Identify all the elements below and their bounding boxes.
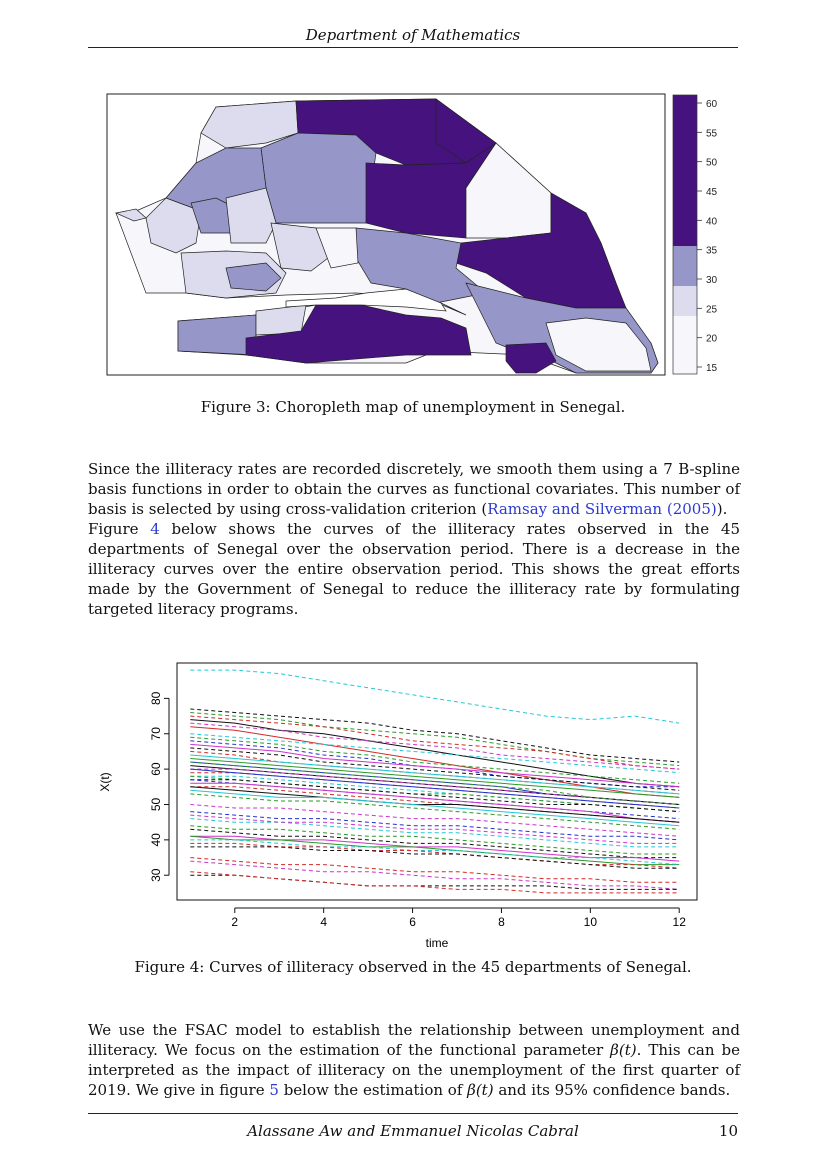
- legend-tick-label: 35: [706, 245, 718, 257]
- figure-5-ref-link[interactable]: 5: [269, 1081, 279, 1099]
- legend-tick-label: 50: [706, 157, 718, 169]
- x-tick-label: 12: [672, 915, 686, 929]
- paragraph-2-text-a: We use the FSAC model to establish the relationship between unemployment and illiteracy. We focus on the estimation of the functional parameter: [88, 1021, 740, 1059]
- y-tick-label: 30: [149, 868, 163, 882]
- legend-tick-label: 30: [706, 275, 718, 286]
- legend-band-mid: [673, 246, 697, 286]
- map-region-west-light2: [226, 188, 276, 243]
- x-tick-label: 2: [231, 915, 239, 929]
- paragraph-1-text-c: below shows the curves of the illiteracy rates observed in the 45 departments of Senegal over the observation period. There is a decrease in the illiteracy curves over the entire observation period. This shows the great efforts made by the Government of Senegal to reduce the illiteracy rate by formulating targeted literacy programs.: [88, 520, 740, 618]
- map-legend: [673, 95, 718, 374]
- page-number: 10: [718, 1122, 738, 1140]
- map-region-casamance-mid: [178, 315, 256, 355]
- x-tick-label: 8: [498, 915, 505, 929]
- beta-symbol-2: β(t): [467, 1081, 494, 1099]
- paragraph-1: [88, 459, 740, 619]
- x-axis-label: time: [425, 936, 449, 950]
- legend-tick-label: 40: [706, 216, 718, 228]
- citation-link[interactable]: Ramsay and Silverman (2005): [487, 500, 717, 518]
- paragraph-1-text-c-pre: Figure: [88, 520, 151, 538]
- figure-4-chart: [95, 658, 715, 958]
- y-tick-label: 70: [149, 727, 163, 741]
- legend-tick-label: 45: [706, 187, 718, 198]
- y-tick-label: 40: [149, 833, 163, 847]
- header-rule: [88, 47, 738, 48]
- beta-symbol: β(t): [610, 1041, 637, 1059]
- map-region-center-mid: [261, 133, 376, 223]
- paragraph-1-text-a: Since the illiteracy rates are recorded discretely, we smooth them using a 7 B-spline basis functions in order to obtain the curves as functional covariates. This number of basis is selected by using cross-validation criterion (: [88, 460, 740, 518]
- y-tick-label: 60: [149, 762, 163, 776]
- y-tick-label: 50: [149, 797, 163, 812]
- paragraph-1-text-b: ).: [716, 500, 728, 518]
- figure-4-ref-link[interactable]: 4: [150, 520, 160, 538]
- legend-band-dark: [673, 95, 697, 246]
- legend-band-white: [673, 316, 697, 374]
- y-axis-label: X(t): [98, 772, 112, 792]
- legend-band-light: [673, 286, 697, 316]
- legend-tick-label: 20: [706, 333, 718, 345]
- paragraph-2: [88, 1020, 740, 1100]
- running-header: Department of Mathematics: [305, 26, 521, 44]
- x-tick-label: 10: [583, 915, 598, 929]
- x-tick-label: 6: [409, 915, 416, 929]
- x-tick-label: 4: [320, 915, 328, 929]
- legend-tick-label: 15: [706, 363, 718, 374]
- figure-3-caption: Figure 3: Choropleth map of unemployment in Senegal.: [200, 398, 626, 416]
- legend-tick-label: 25: [706, 304, 718, 316]
- paragraph-2-text-d: and its 95% confidence bands.: [493, 1081, 731, 1099]
- figure-4-caption: Figure 4: Curves of illiteracy observed in the 45 departments of Senegal.: [134, 958, 692, 976]
- legend-tick-label: 55: [706, 128, 718, 140]
- running-footer-authors: Alassane Aw and Emmanuel Nicolas Cabral: [247, 1122, 579, 1140]
- y-tick-label: 80: [149, 691, 163, 706]
- paragraph-2-text-b: . This can be interpreted as the impact of illiteracy on the unemployment of the first quarter of 2019. We give in figure: [88, 1041, 741, 1099]
- footer-rule: [88, 1113, 738, 1114]
- legend-tick-label: 60: [706, 99, 718, 110]
- paragraph-2-text-c: below the estimation of: [278, 1081, 468, 1099]
- figure-3-map: [106, 93, 732, 377]
